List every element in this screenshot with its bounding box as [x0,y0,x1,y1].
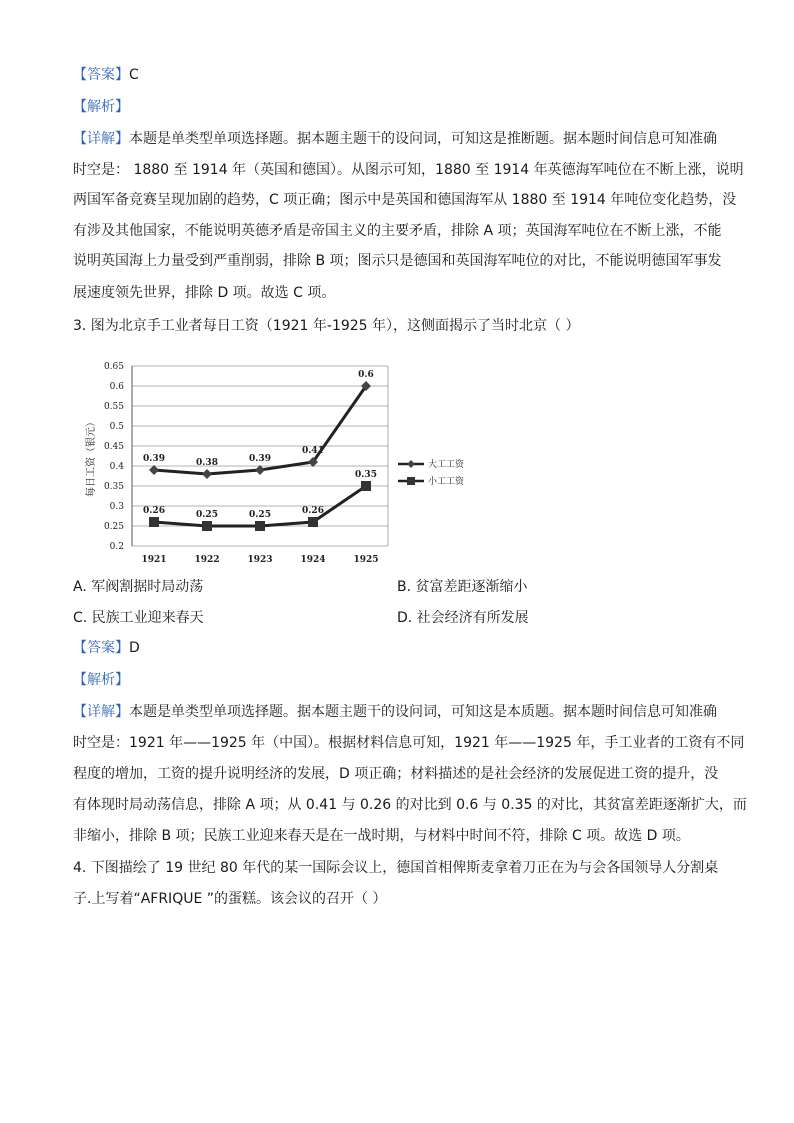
y-tick-label: 0.35 [103,482,124,492]
wage-line-chart [80,352,480,572]
answer-value: C [129,67,139,83]
data-point-diamond [202,469,212,479]
y-tick-label: 0.25 [103,522,124,532]
data-point-square [308,517,318,527]
y-tick-label: 0.6 [109,382,124,392]
data-label: 0.25 [249,510,271,520]
y-tick-label: 0.5 [109,422,124,432]
detail-tag: 【详解】 [73,131,129,147]
y-tick-label: 0.3 [109,502,124,512]
data-point-square [149,517,159,527]
q3-analysis-tag: 【解析】 [73,672,129,688]
data-label: 0.6 [358,370,374,380]
y-tick-labels [104,362,124,552]
data-point-diamond [255,465,265,475]
x-tick-label: 1924 [300,555,326,565]
q4-stem-line: 子.上写着“AFRIQUE ”的蛋糕。该会议的召开（ ） [73,891,387,907]
q3-stem: 3. 图为北京手工业者每日工资（1921 年-1925 年），这侧面揭示了当时北京（ ） [73,318,580,334]
legend-marker-diamond [407,460,415,468]
text-line: 时空是：1921 年——1925 年（中国）。根据材料信息可知，1921 年——1925 年，手工业者的工资有不同 [73,735,745,751]
q2-answer [73,65,139,85]
x-tick-label: 1921 [141,555,167,565]
q2-analysis-tag: 【解析】 [73,99,129,115]
text-line: 有体现时局动荡信息，排除 A 项；从 0.41 与 0.26 的对比到 0.6 与 0.35 的对比，其贫富差距逐渐扩大，而 [73,797,747,813]
data-label: 0.39 [143,454,165,464]
y-tick-label: 0.65 [103,362,124,372]
text-line: 展速度领先世界，排除 D 项。故选 C 项。 [73,285,336,301]
legend-label: 大工工资 [428,460,465,470]
option-c: C. 民族工业迎来春天 [73,610,204,626]
option-b: B. 贫富差距逐渐缩小 [397,579,528,595]
text-line: 非缩小，排除 B 项；民族工业迎来春天是在一战时期，与材料中时间不符，排除 C 项。故选 D 项。 [73,828,690,844]
text-line: 本题是单类型单项选择题。据本题主题干的设问词，可知这是本质题。据本题时间信息可知准确 [129,704,717,720]
q4-stem-line: 4. 下图描绘了 19 世纪 80 年代的某一国际会议上，德国首相俾斯麦拿着刀正在为与会各国领导人分割桌 [73,860,719,876]
x-tick-label: 1922 [194,555,220,565]
q3-detail-line [73,702,717,722]
answer-value: D [129,640,140,656]
data-point-square [255,521,265,531]
text-line: 说明英国海上力量受到严重削弱，排除 B 项；图示只是德国和英国海军吨位的对比，不能说明德国军事发 [73,253,722,269]
detail-tag: 【详解】 [73,704,129,720]
text-line: 本题是单类型单项选择题。据本题主题干的设问词，可知这是推断题。据本题时间信息可知准确 [129,131,717,147]
x-tick-label: 1923 [247,555,273,565]
answer-tag: 【答案】 [73,640,129,656]
data-label: 0.39 [249,454,271,464]
y-tick-label: 0.2 [109,542,124,552]
legend-marker-square [407,477,415,485]
text-line: 有涉及其他国家，不能说明英德矛盾是帝国主义的主要矛盾，排除 A 项；英国海军吨位在不断上涨，不能 [73,223,722,239]
y-tick-label: 0.55 [103,402,124,412]
data-label: 0.26 [302,506,324,516]
q2-detail-line [73,129,717,149]
text-line: 程度的增加，工资的提升说明经济的发展，D 项正确；材料描述的是社会经济的发展促进工资的提升，没 [73,766,719,782]
data-point-square [361,481,371,491]
text-line: 两国军备竞赛呈现加剧的趋势，C 项正确；图示中是英国和德国海军从 1880 至 1914 年吨位变化趋势，没 [73,192,737,208]
option-d: D. 社会经济有所发展 [397,610,529,626]
y-axis-label: 每日工资（银元） [86,417,97,497]
chart-legend [398,458,465,487]
x-tick-labels [141,555,378,565]
data-label: 0.38 [196,458,218,468]
y-tick-label: 0.45 [103,442,124,452]
data-label: 0.35 [355,470,377,480]
y-tick-label: 0.4 [109,462,124,472]
chart-series [143,370,377,531]
x-tick-label: 1925 [353,555,379,565]
data-point-square [202,521,212,531]
legend-label: 小工工资 [428,477,465,487]
data-label: 0.25 [196,510,218,520]
answer-tag: 【答案】 [73,67,129,83]
text-line: 时空是： 1880 至 1914 年（英国和德国）。从图示可知，1880 至 1914 年英德海军吨位在不断上涨，说明 [73,162,744,178]
data-label: 0.26 [143,506,165,516]
data-label: 0.41 [302,446,324,456]
q3-answer [73,638,140,658]
data-point-diamond [149,465,159,475]
option-a: A. 军阀割据时局动荡 [73,579,204,595]
